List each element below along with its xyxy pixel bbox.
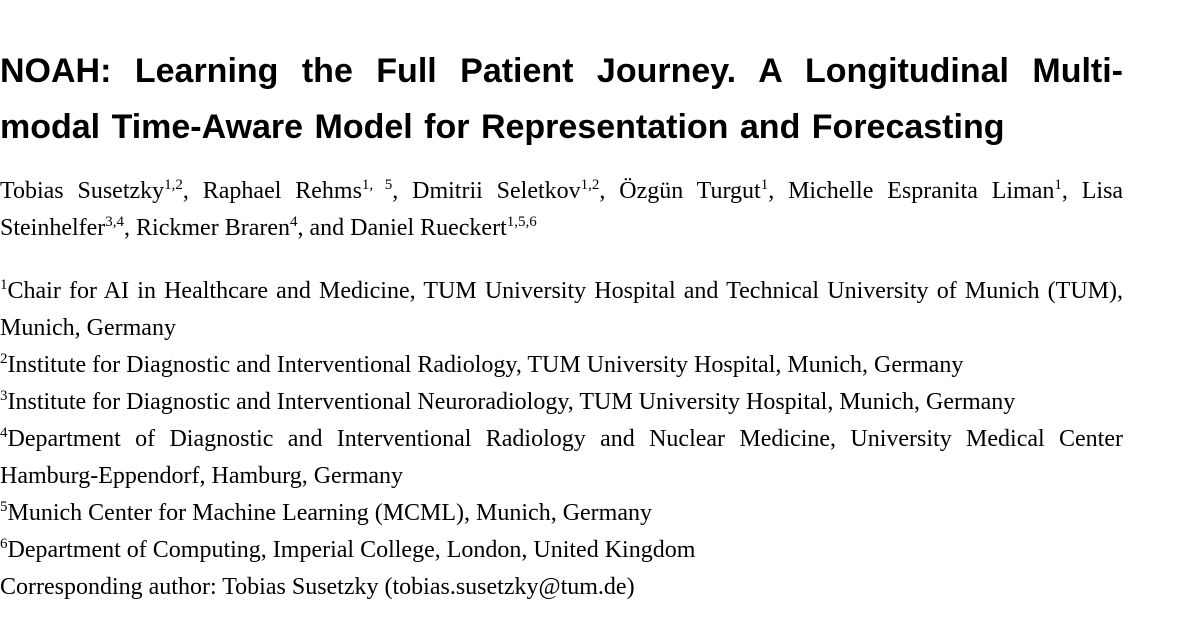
affiliation-list: [0, 273, 1123, 606]
affiliation-text: Institute for Diagnostic and Interventional Radiology, TUM University Hospital, Munich, Germany: [7, 352, 964, 378]
author: [619, 178, 768, 204]
author-affiliation-marker: 1: [760, 177, 769, 193]
affiliation-text: Department of Diagnostic and Interventional Radiology and Nuclear Medicine, University Medical Center Hamburg-Eppendorf, Hamburg, Germany: [0, 426, 1123, 489]
author: [412, 178, 599, 204]
author-name: Rickmer Braren: [136, 215, 290, 241]
affiliation-text: Institute for Diagnostic and Interventional Neuroradiology, TUM University Hospital, Munich, Germany: [7, 389, 1016, 415]
affiliation-number: 6: [0, 536, 8, 552]
author-name: Dmitrii Seletkov: [412, 178, 581, 204]
affiliation: [0, 273, 1123, 347]
author-separator: ,: [392, 178, 413, 204]
affiliation: [0, 495, 1123, 532]
author-affiliation-marker: 1: [1054, 177, 1062, 193]
affiliation-text: Munich Center for Machine Learning (MCML), Munich, Germany: [7, 500, 652, 526]
author-separator: ,: [124, 215, 137, 241]
author-name: Tobias Susetzky: [0, 178, 165, 204]
affiliation: [0, 532, 1123, 569]
author-affiliation-marker: 4: [289, 214, 298, 230]
affiliation: [0, 347, 1123, 384]
author-name: Daniel Rueckert: [350, 215, 507, 241]
author: [203, 178, 393, 204]
affiliation: [0, 421, 1123, 495]
author-affiliation-marker: 1,5,6: [506, 214, 537, 230]
corresponding-author: Corresponding author: Tobias Susetzky (tobias.susetzky@tum.de): [0, 574, 635, 600]
author-affiliation-marker: 1,2: [580, 177, 600, 193]
author-separator: , and: [297, 215, 351, 241]
author-separator: ,: [1061, 178, 1082, 204]
author: [0, 178, 183, 204]
author: [788, 178, 1062, 204]
author-separator: ,: [768, 178, 789, 204]
author-name: Michelle Espranita Liman: [788, 178, 1055, 204]
author: [136, 215, 297, 241]
author-affiliation-marker: 1, 5: [361, 177, 393, 193]
author-name: Raphael Rehms: [202, 178, 362, 204]
author-affiliation-marker: 1,2: [164, 177, 183, 193]
affiliation-number: 1: [0, 277, 8, 293]
affiliation-number: 5: [0, 499, 8, 515]
author-name: Özgün Turgut: [619, 178, 761, 204]
affiliation-text: Department of Computing, Imperial College, London, United Kingdom: [7, 537, 696, 563]
paper-title: NOAH: Learning the Full Patient Journey. A Longitudinal Multi-modal Time-Aware Model for Representation and Forecasting: [0, 52, 1123, 146]
author-separator: ,: [599, 178, 620, 204]
affiliation-text: Chair for AI in Healthcare and Medicine, TUM University Hospital and Technical University of Munich (TUM), Munich, Germany: [0, 278, 1123, 341]
author-affiliation-marker: 3,4: [105, 214, 125, 230]
author-list: [0, 173, 1123, 247]
affiliation-number: 4: [0, 425, 8, 441]
affiliation: [0, 384, 1123, 421]
affiliation-number: 2: [0, 351, 8, 367]
author-separator: ,: [182, 178, 203, 204]
author: [350, 215, 537, 241]
affiliation-number: 3: [0, 388, 8, 404]
author-name: Lisa Steinhelfer: [0, 178, 1124, 241]
